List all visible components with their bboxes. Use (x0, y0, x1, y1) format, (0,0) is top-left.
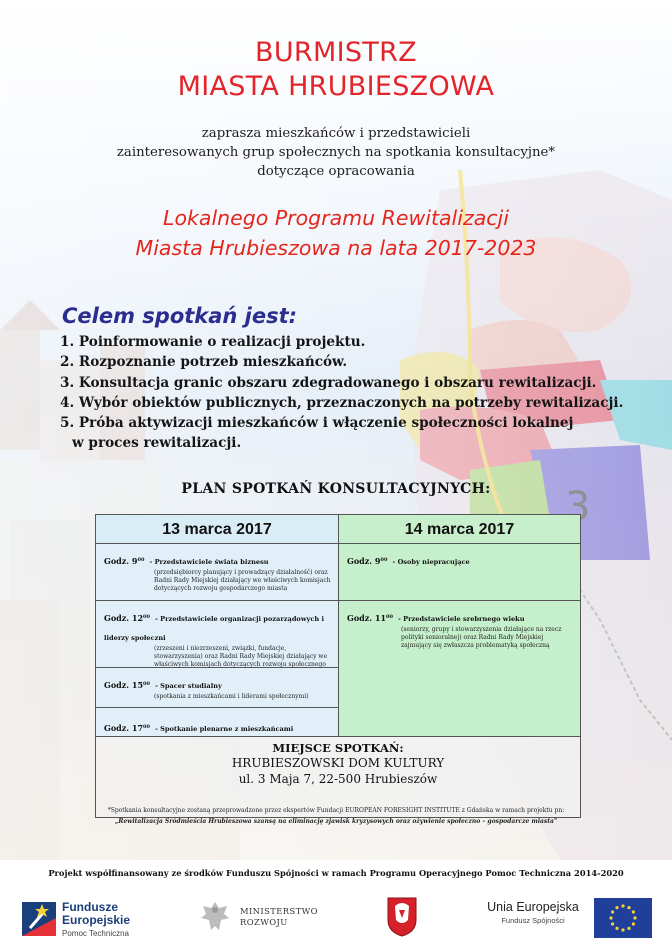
mayor-title: BURMISTRZ (255, 37, 417, 68)
invitation-line-2: zainteresowanych grup społecznych na spotkania konsultacyjne* (116, 145, 556, 160)
fe-name-line-2: Europejskie (62, 913, 131, 927)
schedule-table (95, 514, 581, 818)
day1-slot-4 (96, 708, 339, 737)
goal-item: 1. Poinformowanie o realizacji projektu. (60, 334, 366, 350)
goals-heading: Celem spotkań jest: (62, 304, 298, 328)
slot-description: (spotkania z mieszkańcami i liderami społecznymi) (154, 693, 309, 700)
invitation-line-3: dotyczące opracowania (257, 164, 415, 179)
slot-description: (zrzeszeni i niezrzeszeni, związki, fundacje, stowarzyszenia) oraz Radni Rady Miejskiej działający we właściwych komisjach dotyczących rozwoju społecznego (154, 645, 328, 668)
slot-time: Godz. $9^{00}$ (104, 556, 145, 566)
day1-header: 13 marca 2017 (96, 515, 339, 544)
hrubieszow-coat-of-arms (386, 896, 418, 938)
footnote-line-2: „Rewitalizacja Śródmieścia Hrubieszowa szansą na eliminację zjawisk kryzysowych oraz ożywienie społeczno – gospodarcze miasta" (114, 818, 558, 825)
fundusze-europejskie-logo (22, 898, 172, 942)
meeting-place-address: ul. 3 Maja 7, 22-500 Hrubieszów (238, 772, 438, 786)
ministerstwo-rozwoju-logo (200, 900, 330, 940)
slot-audience: - Osoby niepracujące (392, 558, 470, 566)
slot-audience: - Przedstawiciele organizacji pozarządowych i liderzy społeczni (104, 615, 324, 642)
goal-item-continuation: w proces rewitalizacji. (72, 435, 242, 452)
slot-time: Godz. $11^{00}$ (347, 613, 393, 623)
slot-time: Godz. $9^{00}$ (347, 556, 388, 566)
ue-name: Unia Europejska (487, 900, 579, 914)
meeting-place-label: MIEJSCE SPOTKAŃ: (272, 741, 404, 755)
unia-europejska-text (478, 900, 588, 940)
day1-slot-1 (96, 544, 339, 601)
slot-time: Godz. $15^{00}$ (104, 680, 150, 690)
slot-audience: - Spacer studialny (155, 682, 222, 690)
eagle-icon (200, 900, 230, 934)
slot-description: (seniorzy, grupy i stowarzyszenia działające na rzecz polityki senioralnej) oraz Radni Rady Miejskiej zajmujący się zwłaszcza problematyką społeczną (401, 626, 562, 649)
meeting-place-name: HRUBIESZOWSKI DOM KULTURY (231, 756, 445, 770)
program-title-line-2: Miasta Hrubieszowa na lata 2017-2023 (135, 236, 537, 260)
footnote-line-1: *Spotkania konsultacyjne zostaną przeprowadzone przez ekspertów Fundacji EUROPEAN FORESIGHT INSTITUTE z Gdańska w ramach projektu pn: (107, 807, 565, 814)
slot-time: Godz. $12^{00}$ (104, 613, 150, 623)
goal-item: 4. Wybór obiektów publicznych, przeznaczonych na potrzeby rewitalizacji. (60, 394, 624, 411)
goal-item: 5. Próba aktywizacji mieszkańców i włączenie społeczności lokalnej (60, 415, 574, 432)
fe-subtitle: Pomoc Techniczna (62, 929, 129, 938)
eu-flag-icon (594, 898, 652, 938)
eu-flag (594, 898, 652, 938)
mr-name-line-2: ROZWOJU (240, 917, 288, 927)
goal-item: 3. Konsultacja granic obszaru zdegradowanego i obszaru rewitalizacji. (60, 374, 597, 391)
slot-audience: - Przedstawiciele świata biznesu (149, 558, 269, 566)
invitation-text (0, 124, 672, 181)
day2-slot-1 (339, 544, 580, 601)
mr-name-line-1: MINISTERSTWO (240, 906, 318, 916)
footnote (0, 805, 672, 827)
goal-item: 2. Rozpoznanie potrzeb mieszkańców. (60, 354, 348, 371)
slot-audience: - Przedstawiciele srebrnego wieku (398, 615, 525, 623)
day2-header: 14 marca 2017 (339, 515, 580, 544)
city-title: MIASTA HRUBIESZOWA (177, 71, 495, 102)
invitation-line-1: zaprasza mieszkańców i przedstawicieli (201, 126, 471, 141)
plan-heading: PLAN SPOTKAŃ KONSULTACYJNYCH: (181, 481, 491, 497)
slot-description: (przedsiębiorcy planujący i prowadzący działalność) oraz Radni Rady Miejskiej działający we właściwych komisjach dotyczących rozwoju gospodarczego miasta (154, 569, 331, 592)
day2-slot-2 (339, 601, 580, 737)
fe-star-icon (22, 898, 56, 938)
slot-audience: - Spotkanie plenarne z mieszkańcami (155, 725, 294, 733)
logo-strip (0, 888, 672, 950)
goals-list (60, 332, 660, 454)
day1-slot-2 (96, 601, 339, 668)
slot-time: Godz. $17^{00}$ (104, 723, 150, 733)
fe-name-line-1: Fundusze (62, 900, 118, 914)
day1-slot-3 (96, 668, 339, 708)
ue-subtitle: Fundusz Spójności (501, 916, 565, 925)
funding-statement: Projekt współfinansowany ze środków Funduszu Spójności w ramach Programu Operacyjnego Pomoc Techniczna 2014-2020 (48, 868, 624, 878)
coat-of-arms-icon (386, 896, 418, 938)
program-title-line-1: Lokalnego Programu Rewitalizacji (163, 206, 509, 230)
